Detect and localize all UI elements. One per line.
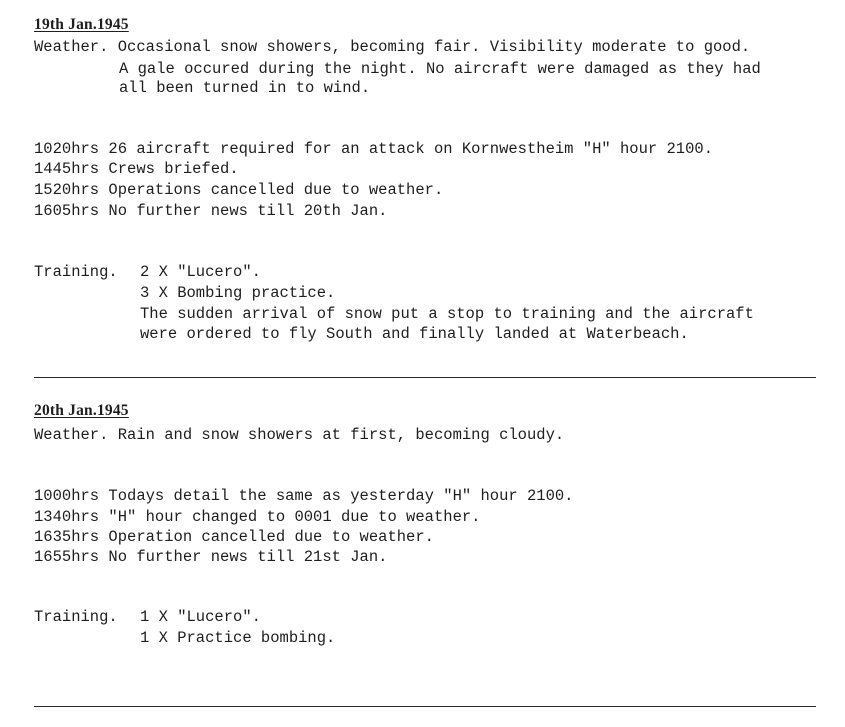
log-line: 1445hrs Crews briefed.	[34, 160, 239, 178]
log-line: 1020hrs 26 aircraft required for an attack on Kornwestheim "H" hour 2100.	[34, 140, 714, 158]
log-line: 1605hrs No further news till 20th Jan.	[34, 202, 388, 220]
divider	[34, 377, 816, 378]
training-line: 1 X "Lucero".	[140, 608, 261, 626]
log-line: 1000hrs Todays detail the same as yesterday "H" hour 2100.	[34, 487, 574, 505]
divider	[34, 706, 816, 707]
training-line: 3 X Bombing practice.	[140, 284, 336, 302]
training-line: were ordered to fly South and finally landed at Waterbeach.	[140, 325, 689, 343]
weather-line: Weather. Rain and snow showers at first, becoming cloudy.	[34, 426, 565, 444]
training-line: The sudden arrival of snow put a stop to training and the aircraft	[140, 305, 754, 323]
log-line: 1655hrs No further news till 21st Jan.	[34, 548, 388, 566]
training-line: 1 X Practice bombing.	[140, 629, 336, 647]
weather-line: all been turned in to wind.	[119, 79, 371, 97]
training-label: Training.	[34, 263, 118, 281]
log-line: 1340hrs "H" hour changed to 0001 due to weather.	[34, 508, 481, 526]
log-line: 1635hrs Operation cancelled due to weather.	[34, 528, 434, 546]
weather-line: Weather. Occasional snow showers, becoming fair. Visibility moderate to good.	[34, 38, 751, 56]
entry-date: 19th Jan.1945	[34, 16, 129, 33]
entry-date: 20th Jan.1945	[34, 402, 129, 419]
training-label: Training.	[34, 608, 118, 626]
weather-line: A gale occured during the night. No aircraft were damaged as they had	[119, 60, 761, 78]
log-line: 1520hrs Operations cancelled due to weather.	[34, 181, 444, 199]
training-line: 2 X "Lucero".	[140, 263, 261, 281]
